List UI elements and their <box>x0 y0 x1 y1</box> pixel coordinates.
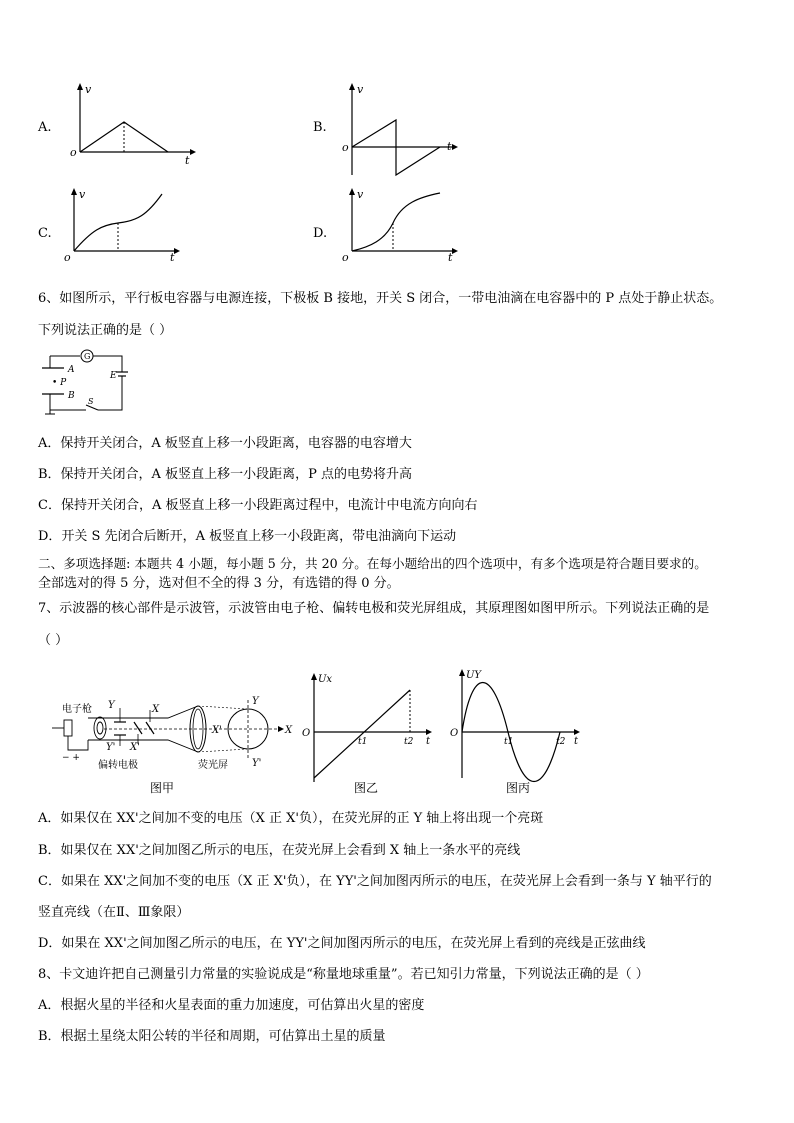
q8-option-a: A．根据火星的半径和火星表面的重力加速度，可估算出火星的密度 <box>38 998 425 1013</box>
q8-option-b: B．根据土星绕太阳公转的半径和周期，可估算出土星的质量 <box>38 1029 386 1044</box>
q7-option-d: D．如果在 XX'之间加图乙所示的电压，在 YY'之间加图丙所示的电压，在荧光屏上看到的亮线是正弦曲线 <box>38 936 646 951</box>
svg-text:X': X' <box>130 742 140 753</box>
q5-option-a-graph <box>68 80 198 165</box>
q6-option-d: D．开关 S 先闭合后断开，A 板竖直上移一小段距离，带电油滴向下运动 <box>38 529 457 544</box>
svg-text:t2: t2 <box>404 737 414 747</box>
v-axis-label: v <box>357 83 364 96</box>
svg-text:Y': Y' <box>106 742 116 753</box>
section2-line1: 二、多项选择题: 本题共 4 小题，每小题 5 分，共 20 分。在每小题给出的四个选项中，有多个选项是符合题目要求的。 <box>38 556 707 571</box>
q7-option-b: B．如果仅在 XX'之间加图乙所示的电压，在荧光屏上会看到 X 轴上一条水平的亮线 <box>38 843 521 858</box>
svg-text:A: A <box>68 365 75 375</box>
svg-text:t: t <box>574 736 579 747</box>
q6-option-b: B．保持开关闭合，A 板竖直上移一小段距离，P 点的电势将升高 <box>38 467 412 482</box>
svg-text:− +: − + <box>62 753 80 763</box>
section2-line2: 全部选对的得 5 分，选对但不全的得 3 分，有选错的得 0 分。 <box>38 576 400 591</box>
svg-text:t1: t1 <box>358 737 368 747</box>
origin-label: o <box>70 146 77 159</box>
svg-text:UY: UY <box>466 670 482 681</box>
svg-text:Y': Y' <box>252 758 262 769</box>
t-axis-label: t <box>185 154 190 165</box>
q5-option-d-graph <box>340 185 470 265</box>
origin-label: o <box>342 251 349 264</box>
origin-label: o <box>342 141 349 154</box>
q5-option-b-label: B. <box>313 120 327 135</box>
svg-text:O: O <box>302 728 311 739</box>
q7-figure-jia <box>48 688 294 798</box>
svg-text:电子枪: 电子枪 <box>62 704 92 715</box>
svg-text:E: E <box>110 371 117 381</box>
svg-text:X': X' <box>212 725 222 736</box>
q6-option-c: C．保持开关闭合，A 板竖直上移一小段距离过程中，电流计中电流方向向右 <box>38 498 478 513</box>
svg-text:O: O <box>450 728 459 739</box>
v-axis-label: v <box>357 188 364 201</box>
q5-option-a-label: A. <box>38 120 52 135</box>
origin-label: o <box>64 251 71 264</box>
q5-option-b-graph <box>340 80 470 180</box>
q6-option-a: A．保持开关闭合，A 板竖直上移一小段距离，电容器的电容增大 <box>38 436 412 451</box>
svg-text:偏转电极: 偏转电极 <box>98 760 138 771</box>
svg-text:Ux: Ux <box>318 674 333 685</box>
q8-stem: 8、卡文迪许把自己测量引力常量的实验说成是“称量地球重量”。若已知引力常量，下列说法正确的是（ ） <box>38 967 649 982</box>
svg-text:Y: Y <box>252 696 259 707</box>
galvanometer-icon: G <box>84 352 91 361</box>
q7-option-c: C．如果在 XX'之间加不变的电压（X 正 X'负），在 YY'之间加图丙所示的电压，在荧光屏上会看到一条与 Y 轴平行的 <box>38 874 712 889</box>
q5-option-c-graph <box>62 185 192 265</box>
svg-text:B: B <box>68 391 75 401</box>
figure-caption: 图甲 <box>150 781 175 795</box>
svg-text:X: X <box>152 704 160 715</box>
svg-text:t2: t2 <box>556 737 566 747</box>
v-axis-label: v <box>79 188 86 201</box>
t-axis-label: t <box>170 251 175 264</box>
svg-text:• P: • P <box>52 378 67 388</box>
q5-option-c-label: C. <box>38 226 52 241</box>
q7-option-a: A．如果仅在 XX'之间加不变的电压（X 正 X'负），在荧光屏的正 Y 轴上将出现一个亮斑 <box>38 811 544 826</box>
q7-stem-line1: 7、示波器的核心部件是示波管，示波管由电子枪、偏转电极和荧光屏组成，其原理图如图甲所示。下列说法正确的是 <box>38 601 710 616</box>
q6-stem-line2: 下列说法正确的是（ ） <box>38 323 173 338</box>
v-axis-label: v <box>85 83 92 96</box>
q5-option-d-label: D. <box>313 226 328 241</box>
svg-text:X: X <box>285 725 293 736</box>
t-axis-label: t <box>447 140 452 153</box>
svg-text:t1: t1 <box>504 737 514 747</box>
svg-text:S: S <box>88 397 94 406</box>
q7-figure-yi <box>300 670 440 798</box>
q7-figure-bing <box>448 666 588 798</box>
q7-option-c-cont: 竖直亮线（在Ⅱ、Ⅲ象限） <box>38 905 190 920</box>
svg-text:荧光屏: 荧光屏 <box>198 760 228 771</box>
q6-stem-line1: 6、如图所示，平行板电容器与电源连接，下极板 B 接地，开关 S 闭合，一带电油滴在电容器中的 P 点处于静止状态。 <box>38 291 723 306</box>
t-axis-label: t <box>448 251 453 264</box>
svg-text:Y: Y <box>108 700 115 711</box>
svg-text:t: t <box>426 736 431 747</box>
q6-circuit-figure <box>38 348 130 416</box>
q7-stem-line2: （ ） <box>38 633 69 648</box>
figure-caption: 图乙 <box>354 781 379 795</box>
figure-caption: 图丙 <box>506 781 531 795</box>
